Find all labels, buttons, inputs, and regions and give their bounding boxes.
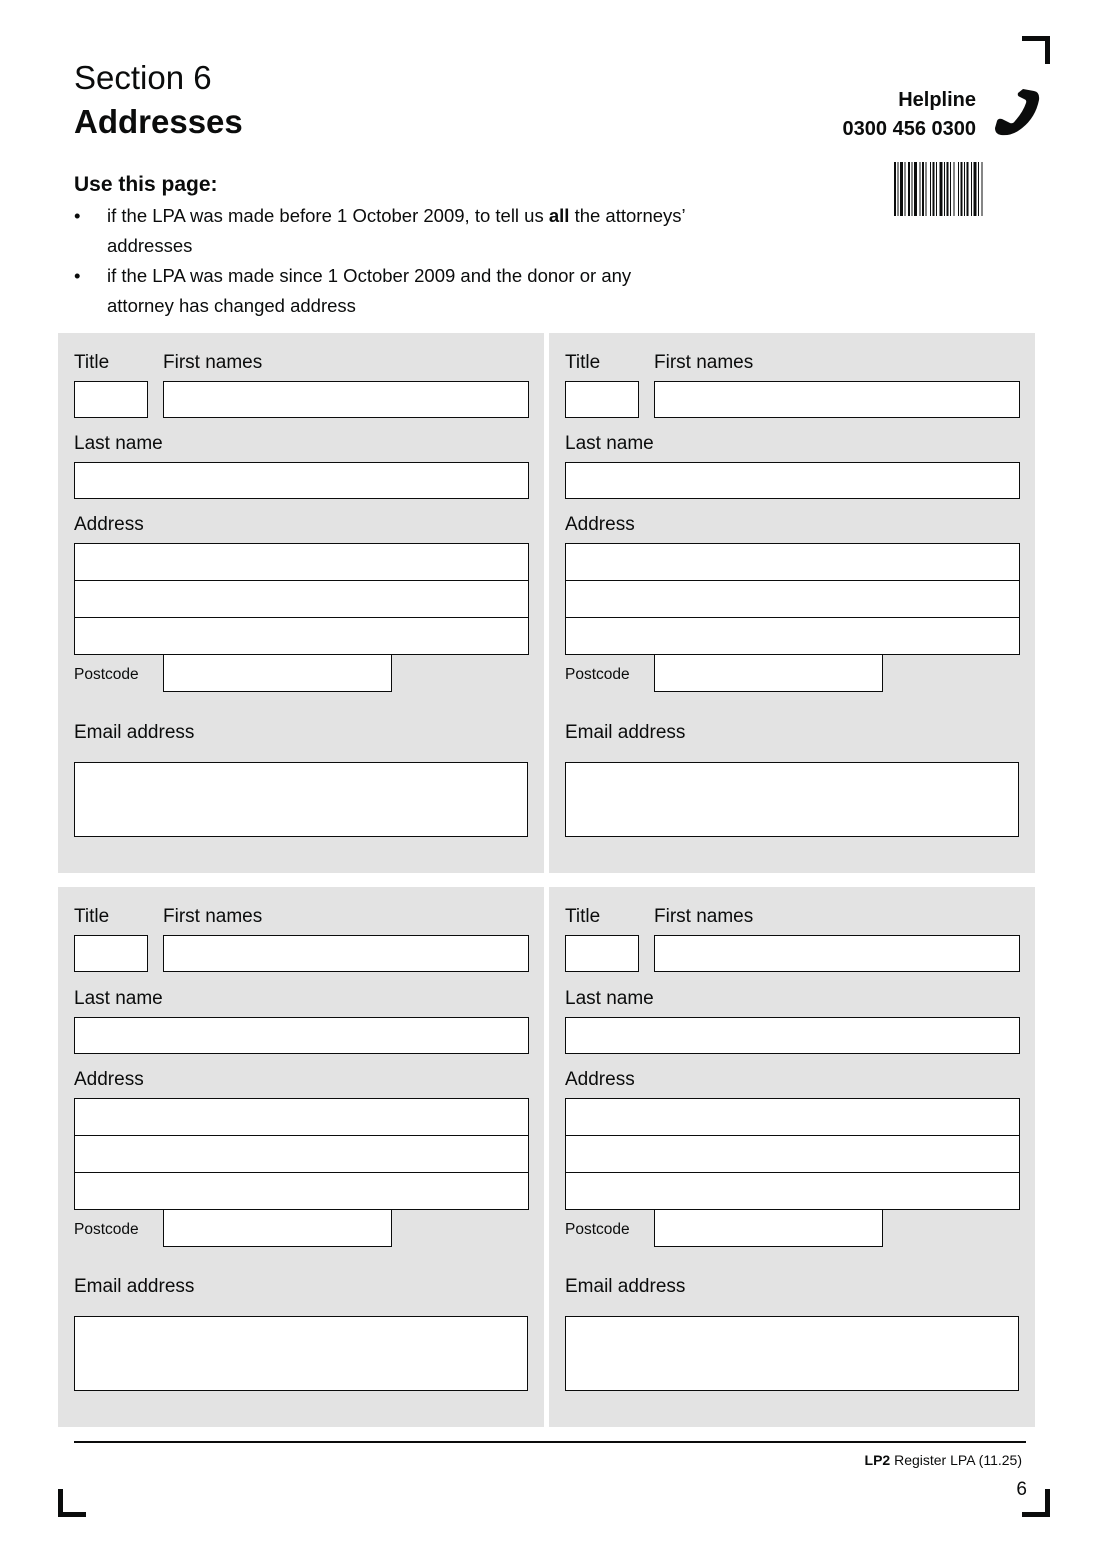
page-number: 6 (1016, 1479, 1027, 1500)
list-item: • if the LPA was made since 1 October 2009 and the donor or any attorney has changed address (74, 261, 694, 321)
title-label: Title (565, 352, 601, 373)
postcode-label: Postcode (565, 666, 630, 683)
barcode-bar (978, 162, 979, 216)
email-field[interactable] (565, 762, 1019, 837)
corner-mark-bottom-left (58, 1512, 86, 1517)
barcode-bar (930, 162, 931, 216)
address-line-2-field[interactable] (565, 1135, 1020, 1173)
section-number: Section 6 (74, 59, 212, 96)
barcode-bar (967, 162, 969, 216)
address-line-3-field[interactable] (565, 617, 1020, 655)
page-title: Addresses (74, 103, 243, 140)
barcode-bar (961, 162, 963, 216)
title-field[interactable] (74, 935, 148, 972)
address-line-2-field[interactable] (74, 1135, 529, 1173)
last-name-label: Last name (74, 988, 163, 1009)
email-label: Email address (565, 1276, 686, 1297)
postcode-field[interactable] (163, 654, 392, 692)
last-name-field[interactable] (74, 1017, 529, 1054)
first-names-field[interactable] (163, 935, 529, 972)
barcode (894, 162, 1026, 216)
last-name-field[interactable] (565, 462, 1020, 499)
barcode-bar (926, 162, 927, 216)
address-line-1-field[interactable] (74, 543, 529, 581)
address-line-2-field[interactable] (565, 580, 1020, 618)
attorney-panel-2 (549, 333, 1035, 873)
barcode-bar (900, 162, 903, 216)
first-names-label: First names (163, 906, 263, 927)
barcode-bar (933, 162, 935, 216)
attorney-panel-3 (58, 887, 544, 1427)
address-label: Address (74, 1069, 144, 1090)
email-label: Email address (565, 722, 686, 743)
first-names-label: First names (163, 352, 263, 373)
barcode-bar (940, 162, 943, 216)
barcode-bar (954, 162, 955, 216)
first-names-label: First names (654, 352, 754, 373)
barcode-bar (971, 162, 972, 216)
title-field[interactable] (565, 381, 639, 418)
barcode-bar (936, 162, 937, 216)
attorney-panel-1 (58, 333, 544, 873)
postcode-label: Postcode (565, 1221, 630, 1238)
instructions-list (74, 201, 694, 321)
address-line-1-field[interactable] (565, 1098, 1020, 1136)
helpline-label: Helpline (898, 89, 976, 111)
barcode-bar (947, 162, 949, 216)
barcode-bar (914, 162, 917, 216)
form-reference: LP2 Register LPA (11.25) (864, 1452, 1022, 1468)
email-label: Email address (74, 1276, 195, 1297)
last-name-label: Last name (74, 433, 163, 454)
title-label: Title (74, 906, 110, 927)
first-names-field[interactable] (163, 381, 529, 418)
barcode-bar (982, 162, 983, 216)
title-field[interactable] (74, 381, 148, 418)
email-field[interactable] (74, 762, 528, 837)
postcode-field[interactable] (654, 654, 883, 692)
barcode-bar (920, 162, 921, 216)
address-label: Address (565, 1069, 635, 1090)
footer-divider (74, 1441, 1026, 1443)
title-field[interactable] (565, 935, 639, 972)
bullet-icon: • (74, 265, 81, 286)
postcode-field[interactable] (654, 1209, 883, 1247)
first-names-field[interactable] (654, 935, 1020, 972)
barcode-bar (958, 162, 959, 216)
title-label: Title (565, 906, 601, 927)
email-label: Email address (74, 722, 195, 743)
barcode-bar (944, 162, 945, 216)
address-line-2-field[interactable] (74, 580, 529, 618)
phone-icon (990, 86, 1042, 138)
address-line-3-field[interactable] (74, 1172, 529, 1210)
last-name-field[interactable] (74, 462, 529, 499)
address-line-3-field[interactable] (74, 617, 529, 655)
barcode-bar (964, 162, 965, 216)
instructions-title: Use this page: (74, 173, 218, 196)
corner-mark-bottom-right (1022, 1512, 1050, 1517)
attorney-panel-4 (549, 887, 1035, 1427)
postcode-field[interactable] (163, 1209, 392, 1247)
helpline (843, 86, 976, 144)
corner-mark-top-right (1045, 36, 1050, 64)
helpline-number: 0300 456 0300 (842, 118, 976, 140)
last-name-label: Last name (565, 988, 654, 1009)
address-label: Address (74, 514, 144, 535)
barcode-bar (974, 162, 977, 216)
first-names-label: First names (654, 906, 754, 927)
email-field[interactable] (74, 1316, 528, 1391)
address-line-3-field[interactable] (565, 1172, 1020, 1210)
barcode-bar (905, 162, 906, 216)
first-names-field[interactable] (654, 381, 1020, 418)
postcode-label: Postcode (74, 1221, 139, 1238)
email-field[interactable] (565, 1316, 1019, 1391)
barcode-bar (912, 162, 913, 216)
barcode-bar (898, 162, 899, 216)
address-label: Address (565, 514, 635, 535)
barcode-bar (894, 162, 896, 216)
list-item: • if the LPA was made before 1 October 2009, to tell us all the attorneys’ addresses (74, 201, 694, 261)
bullet-icon: • (74, 205, 81, 226)
barcode-bar (950, 162, 951, 216)
title-label: Title (74, 352, 110, 373)
address-line-1-field[interactable] (74, 1098, 529, 1136)
barcode-bar (922, 162, 924, 216)
last-name-label: Last name (565, 433, 654, 454)
postcode-label: Postcode (74, 666, 139, 683)
address-line-1-field[interactable] (565, 543, 1020, 581)
barcode-bar (908, 162, 910, 216)
last-name-field[interactable] (565, 1017, 1020, 1054)
